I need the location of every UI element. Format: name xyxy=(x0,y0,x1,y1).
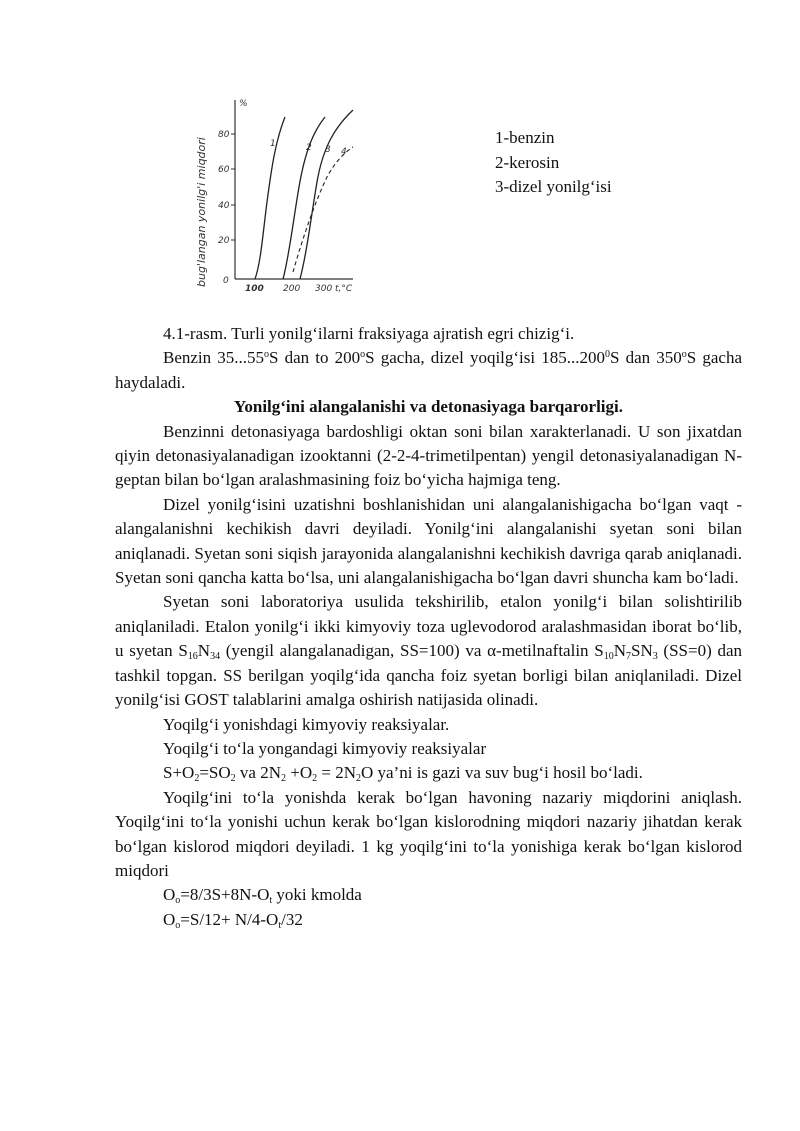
figure-caption: 4.1-rasm. Turli yonilg‘ilarni fraksiyaga ajratish egri chizig‘i. xyxy=(163,324,575,343)
legend-item-kerosin: 2-kerosin xyxy=(495,152,560,172)
paragraph-distillation-ranges: Benzin 35...55$^o$S dan to 200$^o$S gacha, dizel yoqilg‘isi 185...200$^0$S dan 350$^o$S gacha haydaladi. xyxy=(115,348,742,392)
y-tick-0: 0 xyxy=(223,276,229,286)
y-unit: % xyxy=(239,99,248,109)
curve-label-3: 3 xyxy=(325,145,331,155)
y-tick-40: 40 xyxy=(218,201,230,211)
y-axis-label: bug'langan yonilg'i miqdori xyxy=(195,137,208,287)
curve-label-2: 2 xyxy=(306,143,312,153)
legend-item-benzin: 1-benzin xyxy=(495,128,555,147)
paragraph-reactions-title: Yoqilg‘i yonishdagi kimyoviy reaksiyalar. xyxy=(163,714,450,734)
x-tick-100: 100 xyxy=(245,284,264,294)
x-tick-200: 200 xyxy=(283,284,301,294)
body-text xyxy=(115,322,742,932)
figure-legend xyxy=(495,126,612,200)
fractionation-chart xyxy=(185,92,375,302)
formula-oxygen-kmol: $O_o=S/12+ N/4-O_t/32$ xyxy=(163,909,303,931)
paragraph-theoretical-air: Yoqilg‘ini to‘la yonishda kerak bo‘lgan havoning nazariy miqdorini aniqlash. Yoqilg‘ini to‘la yonishi uchun kerak bo‘lgan kislorodning miqdori nazariy jihatdan kerak bo‘lgan kislorod miqdori deyiladi. 1 kg yoqilg‘ini to‘la yonishiga kerak bo‘lgan kislorod miqdori xyxy=(115,787,742,880)
formula-oxygen-mass: $O_o=8/3S+8N-O_t$ yoki kmolda xyxy=(163,885,362,907)
y-tick-60: 60 xyxy=(218,165,230,175)
fractionation-curve-figure xyxy=(185,92,375,302)
reaction-equation: $S+O_2=SO_2$ va $2N_2 +O_2 = 2N_2O$ ya’ni is gazi va suv bug‘i hosil bo‘ladi. xyxy=(163,763,643,785)
paragraph-cetane-reference: Syetan soni laboratoriya usulida tekshirilib, etalon yonilg‘i bilan solishtirilib aniqlaniladi. Etalon yonilg‘i ikki kimyoviy toza uglevodorod aralashmasidan iborat bo‘lib, u syetan $S_{16}N_{34}$ (yengil alangalanadigan, SS=100) va α-metilnaftalin $S_{10}N_7SN_3$ (SS=0) dan tashkil topgan. SS berilgan yoqilg‘ida qancha foiz syetan borligi bilan aniqlaniladi. Dizel yonilg‘isi GOST talablarini amalga oshirish natijasida olinadi. xyxy=(115,592,742,710)
section-heading: Yonilg‘ini alangalanishi va detonasiyaga barqarorligi. xyxy=(233,397,624,417)
y-tick-80: 80 xyxy=(218,130,230,140)
curve-label-4: 4 xyxy=(341,147,347,157)
x-unit: t,°C xyxy=(335,284,353,294)
y-tick-20: 20 xyxy=(218,236,230,246)
x-tick-300: 300 xyxy=(315,284,333,294)
curve-4-dashed xyxy=(293,147,353,272)
curve-label-1: 1 xyxy=(270,139,276,149)
curve-2-kerosin xyxy=(283,117,325,279)
paragraph-ignition-delay: Dizel yonilg‘isini uzatishni boshlanishidan uni alangalanishigacha bo‘lgan vaqt - alangalanishni kechikish davri deyiladi. Yonilg‘ini alangalanishi syetan soni bilan aniqlanadi. Syetan soni siqish jarayonida alangalanishni kechikish davriga qarab aniqlanadi. Syetan soni qancha katta bo‘lsa, uni alangalanishigacha bo‘lgan davri shuncha kam bo‘ladi. xyxy=(115,494,742,588)
legend-item-dizel: 3-dizel yonilg‘isi xyxy=(495,177,612,196)
paragraph-full-combustion: Yoqilg‘i to‘la yongandagi kimyoviy reaksiyalar xyxy=(163,738,487,758)
paragraph-octane: Benzinni detonasiyaga bardoshligi oktan soni bilan xarakterlanadi. U son jixatdan qiyin detonasiyalanadigan izooktanni (2-2-4-trimetilpentan) yengil detonasiyalanadigan N-geptan bilan bo‘lgan aralashmasining foiz bo‘yicha hajmiga teng. xyxy=(115,421,742,490)
curve-3-dizel xyxy=(300,110,353,279)
